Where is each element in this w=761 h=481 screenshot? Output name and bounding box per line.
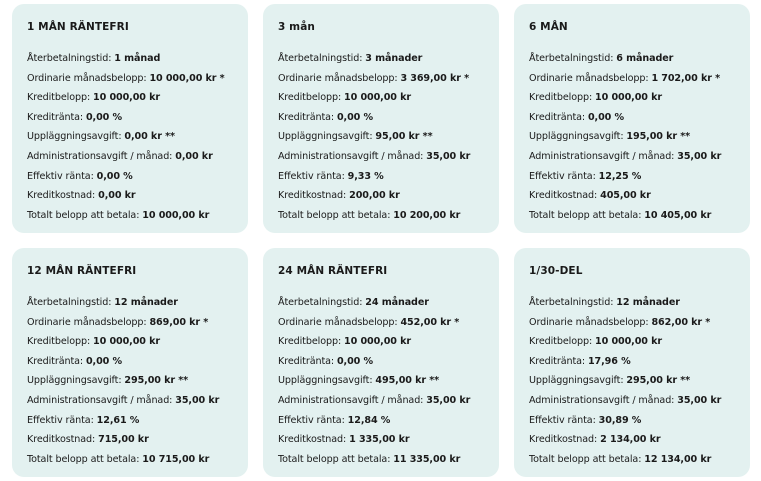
row-value: 35,00 kr: [426, 394, 471, 406]
row-setup-fee: [27, 127, 248, 147]
plan-card-1-30-del: [514, 248, 750, 477]
row-label: Ordinarie månadsbelopp:: [529, 316, 649, 328]
row-value: 862,00 kr *: [651, 316, 711, 328]
row-credit-cost: [529, 186, 750, 206]
row-repayment-period: [27, 49, 248, 69]
row-credit-interest: [529, 108, 750, 128]
row-effective-interest: [529, 411, 750, 431]
row-label: Kreditbelopp:: [27, 92, 91, 104]
row-label: Kreditkostnad:: [27, 190, 96, 202]
row-value: 0,00 %: [587, 111, 625, 123]
row-value: 35,00 kr: [426, 150, 471, 162]
row-value: 1 månad: [114, 53, 161, 64]
row-credit-amount: [278, 332, 499, 352]
row-repayment-period: [529, 49, 750, 69]
row-value: 10 000,00 kr: [93, 92, 161, 104]
row-label: Administrationsavgift / månad:: [278, 150, 424, 162]
row-label: Återbetalningstid:: [278, 53, 363, 64]
row-value: 0,00 %: [336, 111, 374, 123]
row-credit-interest: [27, 108, 248, 128]
row-value: 30,89 %: [598, 414, 642, 426]
row-label: Administrationsavgift / månad:: [529, 394, 675, 406]
payment-options-grid: [12, 4, 752, 478]
row-value: 195,00 kr **: [626, 131, 691, 143]
row-value: 2 134,00 kr: [600, 434, 661, 446]
row-total-amount: [529, 206, 750, 226]
row-label: Uppläggningsavgift:: [529, 375, 624, 387]
row-admin-fee-per-month: [27, 391, 248, 411]
row-value: 12,25 %: [598, 170, 642, 182]
row-setup-fee: [529, 371, 750, 391]
plan-title: 3 mån: [278, 21, 315, 33]
row-value: 869,00 kr *: [149, 316, 209, 328]
row-value: 10 000,00 kr: [595, 92, 663, 104]
plan-title: 1/30-DEL: [529, 265, 583, 277]
row-label: Effektiv ränta:: [27, 170, 94, 182]
row-credit-interest: [529, 352, 750, 372]
row-value: 295,00 kr **: [124, 375, 189, 387]
row-total-amount: [529, 450, 750, 470]
row-repayment-period: [27, 293, 248, 313]
row-label: Uppläggningsavgift:: [529, 131, 624, 143]
row-value: 200,00 kr: [349, 190, 400, 202]
row-label: Kreditbelopp:: [529, 92, 593, 104]
row-regular-monthly-amount: [27, 313, 248, 333]
row-value: 24 månader: [365, 297, 429, 308]
row-label: Totalt belopp att betala:: [529, 209, 642, 221]
row-label: Uppläggningsavgift:: [27, 375, 122, 387]
row-admin-fee-per-month: [529, 147, 750, 167]
row-label: Effektiv ränta:: [278, 170, 345, 182]
row-label: Totalt belopp att betala:: [529, 453, 642, 465]
row-credit-cost: [529, 430, 750, 450]
row-value: 295,00 kr **: [626, 375, 691, 387]
row-repayment-period: [278, 49, 499, 69]
row-total-amount: [27, 206, 248, 226]
row-label: Kreditkostnad:: [529, 190, 598, 202]
row-label: Ordinarie månadsbelopp:: [27, 72, 147, 84]
row-value: 10 405,00 kr: [644, 209, 712, 221]
row-value: 10 000,00 kr: [344, 336, 412, 348]
row-effective-interest: [529, 167, 750, 187]
row-value: 0,00 kr **: [124, 131, 175, 143]
row-label: Kreditkostnad:: [278, 434, 347, 446]
row-repayment-period: [278, 293, 499, 313]
row-label: Totalt belopp att betala:: [27, 453, 140, 465]
row-value: 0,00 %: [85, 355, 123, 367]
row-value: 6 månader: [616, 53, 674, 64]
plan-card-6-man: [514, 4, 750, 233]
row-label: Uppläggningsavgift:: [278, 131, 373, 143]
row-value: 12,61 %: [96, 414, 140, 426]
row-effective-interest: [278, 411, 499, 431]
row-value: 10 000,00 kr: [142, 209, 210, 221]
row-value: 1 335,00 kr: [349, 434, 410, 446]
row-value: 35,00 kr: [677, 150, 722, 162]
row-value: 10 000,00 kr: [595, 336, 663, 348]
row-setup-fee: [529, 127, 750, 147]
plan-card-12-man-rantefri: [12, 248, 248, 477]
row-regular-monthly-amount: [278, 313, 499, 333]
plan-title: 12 MÅN RÄNTEFRI: [27, 265, 137, 277]
row-label: Återbetalningstid:: [27, 53, 112, 64]
row-setup-fee: [27, 371, 248, 391]
row-value: 10 000,00 kr: [93, 336, 161, 348]
row-label: Återbetalningstid:: [529, 297, 614, 308]
row-label: Kreditränta:: [278, 355, 335, 367]
row-regular-monthly-amount: [278, 69, 499, 89]
row-value: 12 månader: [114, 297, 178, 308]
row-effective-interest: [27, 167, 248, 187]
row-label: Kreditkostnad:: [529, 434, 598, 446]
row-label: Kreditbelopp:: [278, 336, 342, 348]
row-admin-fee-per-month: [278, 147, 499, 167]
row-value: 35,00 kr: [677, 394, 722, 406]
row-value: 0,00 %: [96, 170, 133, 182]
row-value: 17,96 %: [587, 355, 631, 367]
row-label: Administrationsavgift / månad:: [278, 394, 424, 406]
plan-card-1-man-rantefri: [12, 4, 248, 233]
row-label: Totalt belopp att betala:: [27, 209, 140, 221]
row-label: Totalt belopp att betala:: [278, 209, 391, 221]
plan-title: 6 MÅN: [529, 21, 568, 33]
row-value: 10 715,00 kr: [142, 453, 210, 465]
row-label: Ordinarie månadsbelopp:: [529, 72, 649, 84]
row-value: 9,33 %: [347, 170, 384, 182]
row-label: Administrationsavgift / månad:: [27, 394, 173, 406]
row-regular-monthly-amount: [529, 313, 750, 333]
row-value: 1 702,00 kr *: [651, 72, 721, 84]
row-label: Återbetalningstid:: [278, 297, 363, 308]
row-value: 10 000,00 kr: [344, 92, 412, 104]
row-value: 715,00 kr: [98, 434, 149, 446]
row-admin-fee-per-month: [27, 147, 248, 167]
row-label: Administrationsavgift / månad:: [27, 150, 173, 162]
row-repayment-period: [529, 293, 750, 313]
row-total-amount: [278, 206, 499, 226]
row-credit-cost: [27, 186, 248, 206]
row-label: Administrationsavgift / månad:: [529, 150, 675, 162]
row-regular-monthly-amount: [529, 69, 750, 89]
row-value: 10 200,00 kr: [393, 209, 461, 221]
row-label: Kreditränta:: [27, 355, 84, 367]
row-label: Kreditränta:: [278, 111, 335, 123]
row-label: Uppläggningsavgift:: [27, 131, 122, 143]
row-effective-interest: [278, 167, 499, 187]
row-setup-fee: [278, 127, 499, 147]
row-value: 495,00 kr **: [375, 375, 440, 387]
row-label: Kreditbelopp:: [278, 92, 342, 104]
row-credit-amount: [278, 88, 499, 108]
row-credit-interest: [27, 352, 248, 372]
row-label: Kreditbelopp:: [529, 336, 593, 348]
row-label: Ordinarie månadsbelopp:: [278, 316, 398, 328]
row-value: 0,00 %: [85, 111, 123, 123]
row-credit-amount: [27, 88, 248, 108]
row-credit-amount: [529, 88, 750, 108]
row-value: 405,00 kr: [600, 190, 651, 202]
row-label: Kreditkostnad:: [27, 434, 96, 446]
row-setup-fee: [278, 371, 499, 391]
row-label: Återbetalningstid:: [27, 297, 112, 308]
row-value: 11 335,00 kr: [393, 453, 461, 465]
row-credit-amount: [529, 332, 750, 352]
row-label: Kreditränta:: [27, 111, 84, 123]
row-effective-interest: [27, 411, 248, 431]
row-value: 12,84 %: [347, 414, 391, 426]
row-label: Totalt belopp att betala:: [278, 453, 391, 465]
row-credit-interest: [278, 352, 499, 372]
row-total-amount: [27, 450, 248, 470]
row-credit-cost: [278, 186, 499, 206]
row-value: 0,00 kr: [98, 190, 136, 202]
plan-card-24-man-rantefri: [263, 248, 499, 477]
row-label: Återbetalningstid:: [529, 53, 614, 64]
row-value: 95,00 kr **: [375, 131, 433, 143]
row-label: Kreditkostnad:: [278, 190, 347, 202]
row-value: 0,00 kr: [175, 150, 213, 162]
row-credit-cost: [27, 430, 248, 450]
row-value: 3 månader: [365, 53, 423, 64]
row-label: Effektiv ränta:: [529, 414, 596, 426]
row-value: 12 134,00 kr: [644, 453, 712, 465]
row-label: Effektiv ränta:: [278, 414, 345, 426]
row-label: Uppläggningsavgift:: [278, 375, 373, 387]
row-admin-fee-per-month: [529, 391, 750, 411]
row-regular-monthly-amount: [27, 69, 248, 89]
row-total-amount: [278, 450, 499, 470]
plan-title: 1 MÅN RÄNTEFRI: [27, 21, 129, 33]
row-credit-cost: [278, 430, 499, 450]
row-label: Ordinarie månadsbelopp:: [278, 72, 398, 84]
row-value: 0,00 %: [336, 355, 374, 367]
plan-title: 24 MÅN RÄNTEFRI: [278, 265, 388, 277]
row-value: 12 månader: [616, 297, 680, 308]
row-label: Ordinarie månadsbelopp:: [27, 316, 147, 328]
row-label: Kreditbelopp:: [27, 336, 91, 348]
row-label: Effektiv ränta:: [529, 170, 596, 182]
row-label: Effektiv ränta:: [27, 414, 94, 426]
row-credit-interest: [278, 108, 499, 128]
row-value: 10 000,00 kr *: [149, 72, 225, 84]
row-label: Kreditränta:: [529, 111, 586, 123]
row-label: Kreditränta:: [529, 355, 586, 367]
row-value: 3 369,00 kr *: [400, 72, 470, 84]
row-credit-amount: [27, 332, 248, 352]
plan-card-3-man: [263, 4, 499, 233]
row-value: 452,00 kr *: [400, 316, 460, 328]
row-value: 35,00 kr: [175, 394, 220, 406]
row-admin-fee-per-month: [278, 391, 499, 411]
